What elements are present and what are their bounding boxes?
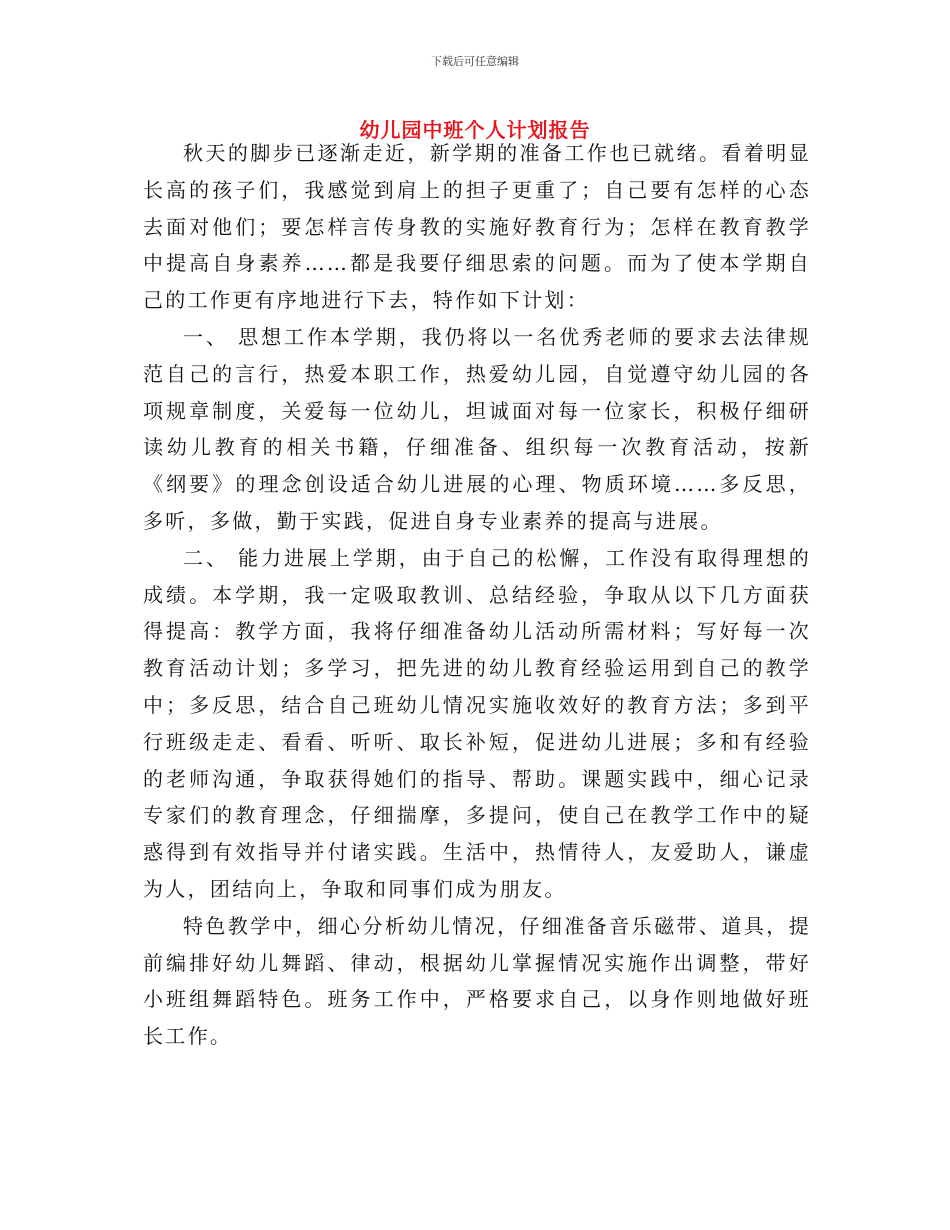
- header-note: 下载后可任意编辑: [431, 55, 519, 68]
- paragraph-ability-development: 二、 能力进展上学期，由于自己的松懈，工作没有取得理想的成绩。本学期，我一定吸取教训、总结经验，争取从以下几方面获得提高：教学方面，我将仔细准备幼儿活动所需材料；写好每一次教育活动计划；多学习，把先进的幼儿教育经验运用到自己的教学中；多反思，结合自己班幼儿情况实施收效好的教育方法；多到平行班级走走、看看、听听、取长补短，促进幼儿进展；多和有经验的老师沟通，争取获得她们的指导、帮助。课题实践中，细心记录专家们的教育理念，仔细揣摩，多提问，使自己在教学工作中的疑惑得到有效指导并付诸实践。生活中，热情待人，友爱助人，谦虚为人，团结向上，争取和同事们成为朋友。: [143, 545, 811, 901]
- document-title: 幼儿园中班个人计划报告: [359, 118, 591, 142]
- paragraph-featured-teaching: 特色教学中，细心分析幼儿情况，仔细准备音乐磁带、道具，提前编排好幼儿舞蹈、律动，根据幼儿掌握情况实施作出调整，带好小班组舞蹈特色。班务工作中，严格要求自己，以身作则地做好班长工作。: [143, 913, 811, 1049]
- document-body: [143, 135, 811, 1055]
- paragraph-intro: 秋天的脚步已逐渐走近，新学期的准备工作也已就绪。看着明显长高的孩子们，我感觉到肩上的担子更重了；自己要有怎样的心态去面对他们；要怎样言传身教的实施好教育行为；怎样在教育教学中提高自身素养……都是我要仔细思索的问题。而为了使本学期自己的工作更有序地进行下去，特作如下计划：: [143, 141, 811, 313]
- paragraph-thought-work: 一、 思想工作本学期，我仍将以一名优秀老师的要求去法律规范自己的言行，热爱本职工作，热爱幼儿园，自觉遵守幼儿园的各项规章制度，关爱每一位幼儿，坦诚面对每一位家长，积极仔细研读幼儿教育的相关书籍，仔细准备、组织每一次教育活动，按新《纲要》的理念创设适合幼儿进展的心理、物质环境……多反思，多听，多做，勤于实践，促进自身专业素养的提高与进展。: [143, 324, 811, 533]
